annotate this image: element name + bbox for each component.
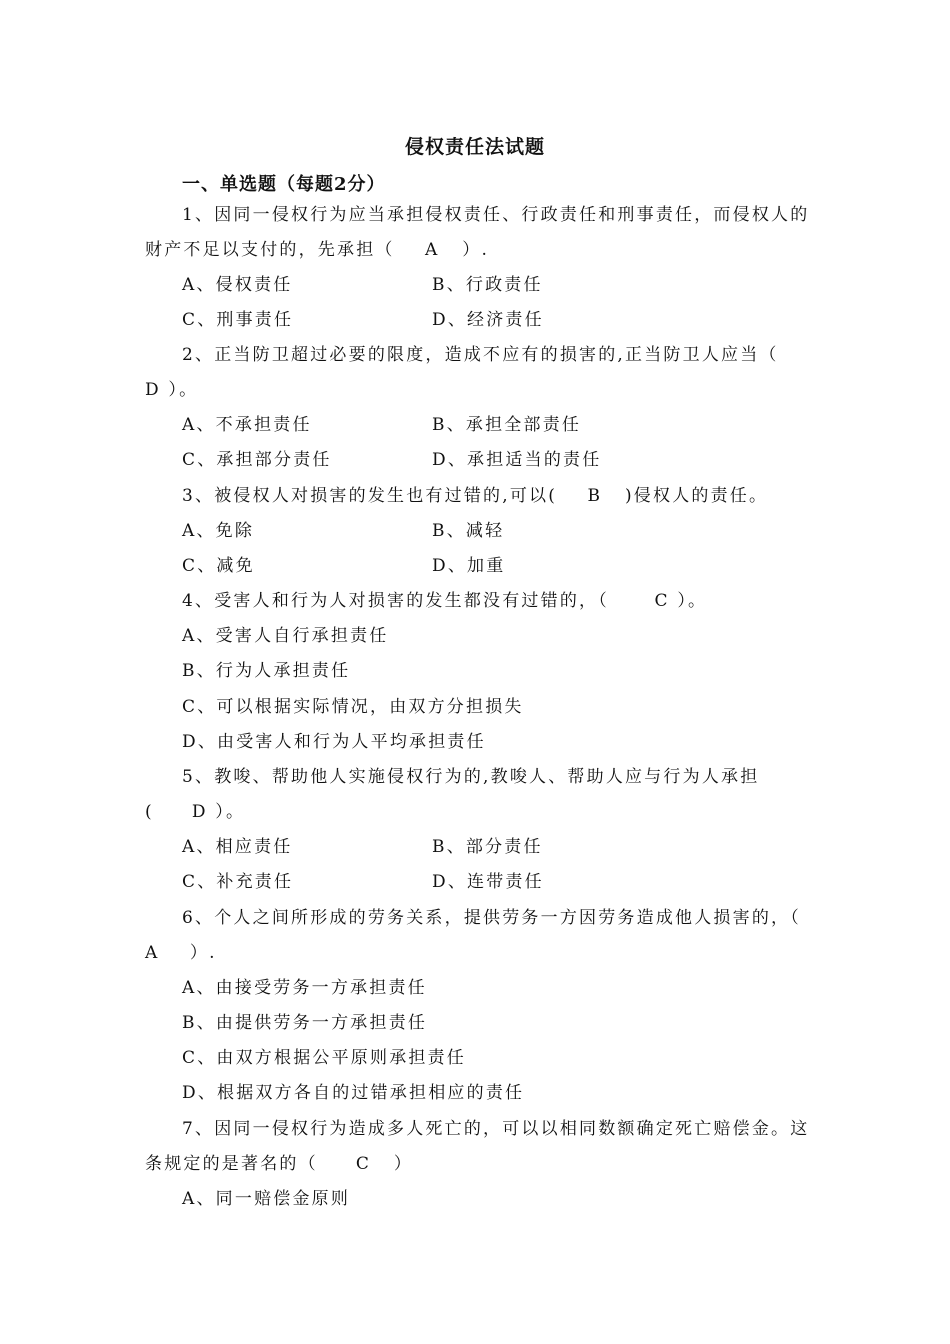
question-5-option-c: C、补充责任	[182, 872, 294, 892]
question-7-line-1: 7、因同一侵权行为造成多人死亡的，可以以相同数额确定死亡赔偿金。这	[182, 1119, 810, 1139]
question-1-line-2: 财产不足以支付的，先承担（ A ）.	[145, 240, 490, 260]
question-3-line-1: 3、被侵权人对损害的发生也有过错的,可以( B )侵权人的责任。	[182, 486, 769, 506]
question-2-line-2: D ）。	[145, 380, 199, 400]
question-5-option-a: A、相应责任	[182, 837, 293, 857]
question-3-option-c: C、减免	[182, 556, 255, 576]
question-6-line-1: 6、个人之间所形成的劳务关系，提供劳务一方因劳务造成他人损害的，（	[182, 908, 801, 928]
question-4-option-c: C、可以根据实际情况，由双方分担损失	[182, 697, 524, 717]
question-6-option-d: D、根据双方各自的过错承担相应的责任	[182, 1083, 525, 1103]
question-5-option-d: D、连带责任	[432, 872, 544, 892]
question-1-option-b: B、行政责任	[432, 275, 543, 295]
question-2-option-a: A、不承担责任	[182, 415, 312, 435]
question-2-option-d: D、承担适当的责任	[432, 450, 602, 470]
question-6-option-a: A、由接受劳务一方承担责任	[182, 978, 427, 998]
question-2-line-1: 2、正当防卫超过必要的限度，造成不应有的损害的,正当防卫人应当（	[182, 345, 779, 365]
section-heading: 一、单选题（每题2分）	[182, 174, 386, 195]
question-2-option-c: C、承担部分责任	[182, 450, 332, 470]
question-1-line-1: 1、因同一侵权行为应当承担侵权责任、行政责任和刑事责任，而侵权人的	[182, 205, 810, 225]
question-7-option-a: A、同一赔偿金原则	[182, 1189, 351, 1209]
question-3-option-d: D、加重	[432, 556, 506, 576]
question-5-line-2: ( D ）。	[145, 802, 246, 822]
question-1-option-a: A、侵权责任	[182, 275, 293, 295]
question-4-option-b: B、行为人承担责任	[182, 661, 351, 681]
question-6-line-2: A ）.	[145, 943, 217, 963]
question-1-option-d: D、经济责任	[432, 310, 544, 330]
question-1-option-c: C、刑事责任	[182, 310, 294, 330]
question-7-line-2: 条规定的是著名的（ C ）	[145, 1154, 414, 1174]
question-4-option-d: D、由受害人和行为人平均承担责任	[182, 732, 486, 752]
question-2-option-b: B、承担全部责任	[432, 415, 582, 435]
question-3-option-a: A、免除	[182, 521, 255, 541]
question-6-option-c: C、由双方根据公平原则承担责任	[182, 1048, 467, 1068]
question-3-option-b: B、减轻	[432, 521, 505, 541]
question-5-line-1: 5、教唆、帮助他人实施侵权行为的,教唆人、帮助人应与行为人承担	[182, 767, 760, 787]
question-6-option-b: B、由提供劳务一方承担责任	[182, 1013, 428, 1033]
document-title: 侵权责任法试题	[404, 136, 545, 158]
question-4-line-1: 4、受害人和行为人对损害的发生都没有过错的，（ C ）。	[182, 591, 708, 611]
question-5-option-b: B、部分责任	[432, 837, 543, 857]
question-4-option-a: A、受害人自行承担责任	[182, 626, 389, 646]
